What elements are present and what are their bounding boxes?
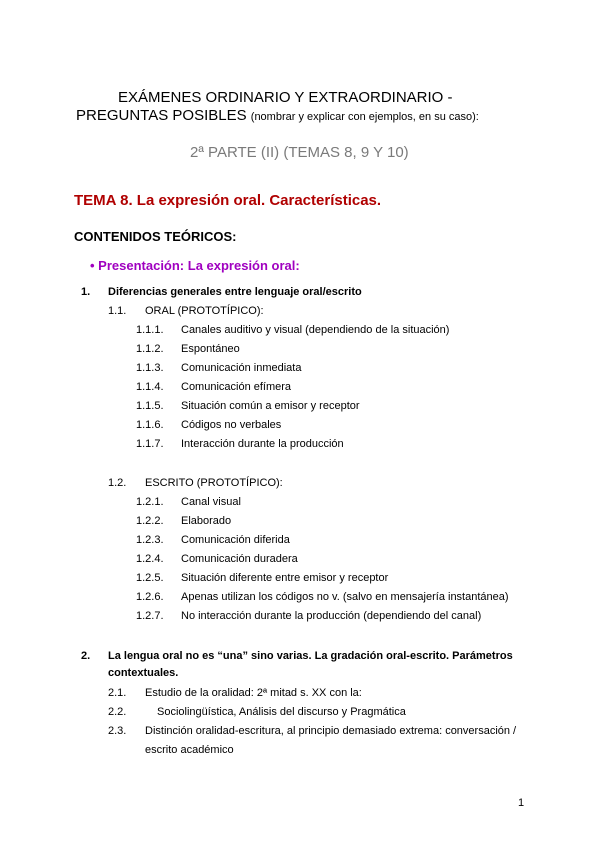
list-item bbox=[136, 362, 301, 374]
list-item bbox=[108, 725, 516, 737]
doc-title-line1: EXÁMENES ORDINARIO Y EXTRAORDINARIO - bbox=[118, 89, 453, 106]
item-number: 1.1.6. bbox=[136, 419, 164, 431]
item-text: Comunicación duradera bbox=[181, 553, 298, 565]
item-number: 2.2. bbox=[108, 706, 127, 718]
contenidos-heading: CONTENIDOS TEÓRICOS: bbox=[74, 229, 237, 244]
list-item bbox=[136, 438, 344, 450]
list-item bbox=[108, 706, 406, 718]
item-text: Elaborado bbox=[181, 515, 232, 527]
item-number: 2.3. bbox=[108, 725, 127, 737]
list-item bbox=[136, 496, 241, 508]
list-item bbox=[136, 572, 388, 584]
tema-heading: TEMA 8. La expresión oral. Características. bbox=[74, 192, 382, 209]
section1-number: 1. bbox=[81, 286, 91, 298]
presentacion-heading: • Presentación: La expresión oral: bbox=[90, 258, 300, 273]
doc-title-main: PREGUNTAS POSIBLES bbox=[76, 107, 247, 124]
item-number: 1.1.3. bbox=[136, 362, 164, 374]
list-item bbox=[136, 400, 360, 412]
item-number: 1.2.5. bbox=[136, 572, 164, 584]
item-number: 1.1.7. bbox=[136, 438, 164, 450]
escrito-label: ESCRITO (PROTOTÍPICO): bbox=[145, 477, 283, 489]
item-text: Sociolingüística, Análisis del discurso y Pragmática bbox=[157, 706, 406, 718]
list-item bbox=[136, 515, 231, 527]
list-item-continuation: escrito académico bbox=[145, 744, 234, 756]
item-text: No interacción durante la producción (dependiendo del canal) bbox=[181, 610, 482, 622]
section2-title-line1: La lengua oral no es “una” sino varias. La gradación oral-escrito. Parámetros bbox=[108, 650, 513, 662]
section1-title: Diferencias generales entre lenguaje oral/escrito bbox=[108, 286, 362, 298]
item-number: 1.2.1. bbox=[136, 496, 164, 508]
list-item bbox=[136, 553, 298, 565]
item-number: 1.2.7. bbox=[136, 610, 164, 622]
list-item bbox=[136, 591, 509, 603]
doc-title-note: (nombrar y explicar con ejemplos, en su caso): bbox=[250, 111, 479, 123]
item-text: Situación común a emisor y receptor bbox=[181, 400, 360, 412]
section2-number: 2. bbox=[81, 650, 91, 662]
item-number: 1.1.2. bbox=[136, 343, 164, 355]
list-item bbox=[136, 343, 240, 355]
item-number: 1.2.4. bbox=[136, 553, 164, 565]
item-text: Distinción oralidad-escritura, al principio demasiado extrema: conversación / bbox=[145, 725, 517, 737]
item-text: Comunicación inmediata bbox=[181, 362, 302, 374]
item-number: 1.2.6. bbox=[136, 591, 164, 603]
item-text: Estudio de la oralidad: 2ª mitad s. XX con la: bbox=[145, 687, 362, 699]
item-number: 1.2.2. bbox=[136, 515, 164, 527]
item-number: 1.2.3. bbox=[136, 534, 164, 546]
section2-title-line2: contextuales. bbox=[108, 667, 179, 679]
item-number: 2.1. bbox=[108, 687, 127, 699]
list-item bbox=[136, 419, 281, 431]
item-text: Comunicación diferida bbox=[181, 534, 290, 546]
item-text: Comunicación efímera bbox=[181, 381, 292, 393]
item-text: Situación diferente entre emisor y receptor bbox=[181, 572, 389, 584]
list-item bbox=[136, 324, 449, 336]
oral-label: ORAL (PROTOTÍPICO): bbox=[145, 305, 264, 317]
item-number: 1.1.5. bbox=[136, 400, 164, 412]
item-text: Códigos no verbales bbox=[181, 419, 282, 431]
escrito-number: 1.2. bbox=[108, 477, 127, 489]
item-number: 1.1.4. bbox=[136, 381, 164, 393]
page-number: 1 bbox=[518, 797, 525, 809]
item-number: 1.1.1. bbox=[136, 324, 164, 336]
list-item bbox=[136, 381, 291, 393]
oral-number: 1.1. bbox=[108, 305, 127, 317]
item-text: Espontáneo bbox=[181, 343, 240, 355]
item-text: Apenas utilizan los códigos no v. (salvo en mensajería instantánea) bbox=[181, 591, 509, 603]
item-text: Canales auditivo y visual (dependiendo de la situación) bbox=[181, 324, 450, 336]
doc-title-line2 bbox=[76, 107, 479, 124]
list-item bbox=[136, 610, 481, 622]
doc-subtitle: 2ª PARTE (II) (TEMAS 8, 9 Y 10) bbox=[190, 144, 409, 161]
item-text: Canal visual bbox=[181, 496, 241, 508]
item-text: Interacción durante la producción bbox=[181, 438, 344, 450]
list-item bbox=[136, 534, 290, 546]
list-item bbox=[108, 687, 362, 699]
